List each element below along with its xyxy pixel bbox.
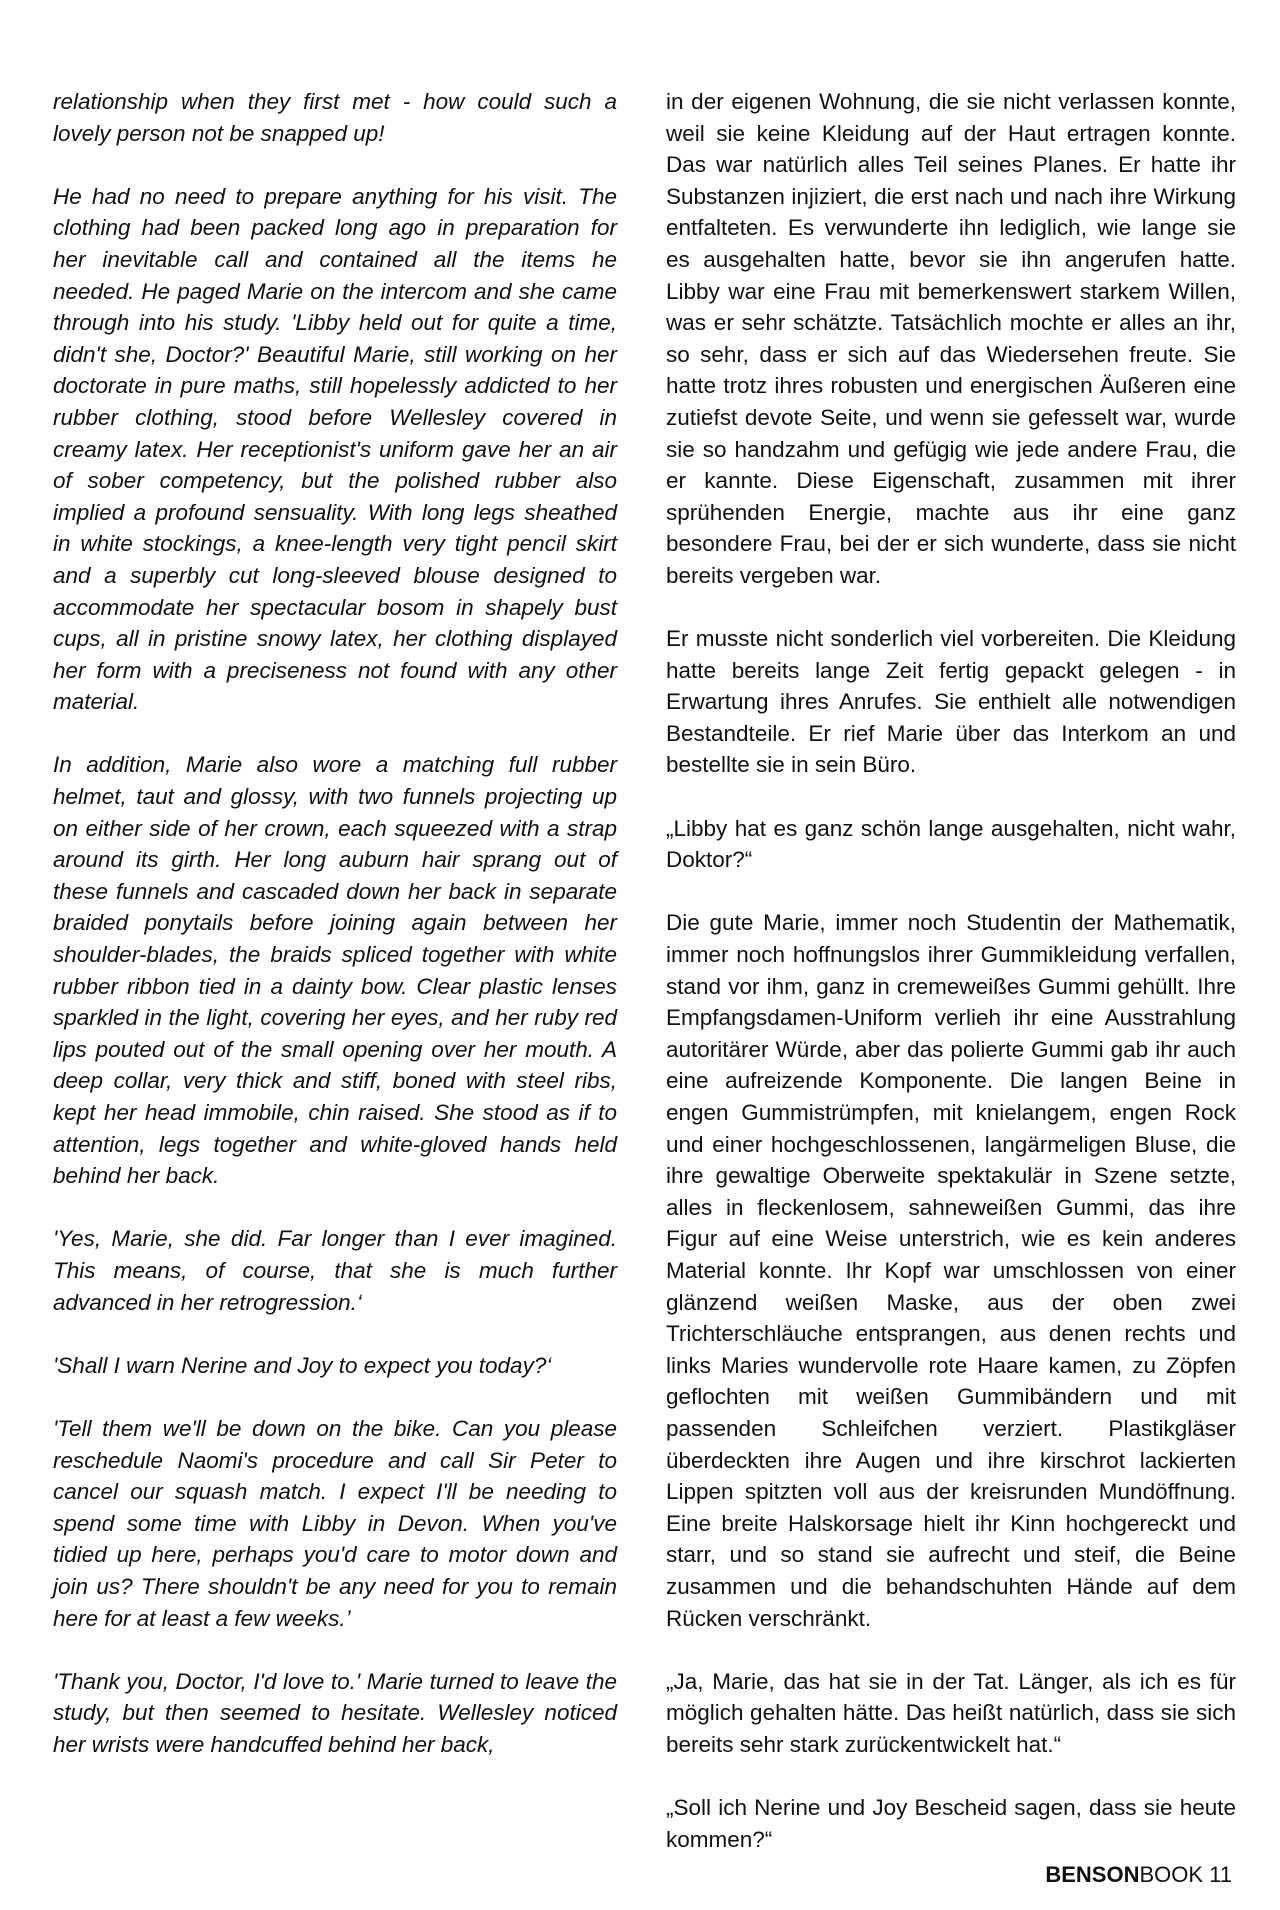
english-column: [53, 86, 617, 1792]
paragraph: 'Yes, Marie, she did. Far longer than I ever imagined. This means, of course, that she is much further advanced in her retrogression.‘: [53, 1226, 617, 1315]
german-column: [666, 86, 1236, 1887]
paragraph: In addition, Marie also wore a matching full rubber helmet, taut and glossy, with two funnels projecting up on either side of her crown, each squeezed with a strap around its girth. Her long auburn hair sprang out of these funnels and cascaded down her back in separate braided ponytails before joining again between her shoulder-blades, the braids spliced together with white rubber ribbon tied in a dainty bow. Clear plastic lenses sparkled in the light, covering her eyes, and her ruby red lips pouted out of the small opening over her mouth. A deep collar, very thick and stiff, boned with steel ribs, kept her head immobile, chin raised. She stood as if to attention, legs together and white-gloved hands held behind her back.: [53, 752, 617, 1189]
paragraph: relationship when they first met - how could such a lovely person not be snapped up!: [53, 89, 617, 146]
brand-name-bold: BENSON: [1045, 1862, 1140, 1887]
paragraph: Er musste nicht sonderlich viel vorbereiten. Die Kleidung hatte bereits lange Zeit fertig gepackt gelegen - in Erwartung ihres Anrufes. Sie enthielt alle notwendigen Bestandteile. Er rief Marie über das Interkom an und bestellte sie in sein Büro.: [666, 626, 1236, 778]
paragraph: „Libby hat es ganz schön lange ausgehalten, nicht wahr, Doktor?“: [666, 815, 1236, 873]
paragraph: 'Thank you, Doctor, I'd love to.' Marie turned to leave the study, but then seemed to hesitate. Wellesley noticed her wrists were handcuffed behind her back,: [53, 1668, 617, 1757]
paragraph: He had no need to prepare anything for his visit. The clothing had been packed long ago in preparation for her inevitable call and contained all the items he needed. He paged Marie on the intercom and she came through into his study. 'Libby held out for quite a time, didn't she, Doctor?' Beautiful Marie, still working on her doctorate in pure maths, still hopelessly addicted to her rubber clothing, stood before Wellesley covered in creamy latex. Her receptionist's uniform gave her an air of sober competency, but the polished rubber also implied a profound sensuality. With long legs sheathed in white stockings, a knee-length very tight pencil skirt and a superbly cut long-sleeved blouse designed to accommodate her spectacular bosom in shapely bust cups, all in pristine snowy latex, her clothing displayed her form with a preciseness not found with any other material.: [53, 183, 617, 715]
paragraph: „Soll ich Nerine und Joy Bescheid sagen, dass sie heute kommen?“: [666, 1795, 1236, 1852]
paragraph: Die gute Marie, immer noch Studentin der Mathematik, immer noch hoffnungslos ihrer Gummikleidung verfallen, stand vor ihm, ganz in cremeweißes Gummi gehüllt. Ihre Empfangsdamen-Uniform verlieh ihr eine Ausstrahlung autoritärer Würde, aber das polierte Gummi gab ihr auch eine aufreizende Komponente. Die langen Beine in engen Gummistrümpfen, mit knielangem, engen Rock und einer hochgeschlossenen, langärmeligen Bluse, die ihre gewaltige Oberweite spektakulär in Szene setzte, alles in fleckenlosem, sahneweißen Gummi, das ihre Figur auf eine Weise unterstrich, wie es kein anderes Material konnte. Ihr Kopf war umschlossen von einer glänzend weißen Maske, aus der oben zwei Trichterschläuche entsprangen, aus denen rechts und links Maries wundervolle rote Haare kamen, zu Zöpfen geflochten mit weißen Gummibändern und mit passenden Schleifchen verziert. Plastikgläser überdeckten ihre Augen und ihre kirschrot lackierten Lippen spitzten voll aus der kreisrunden Mundöffnung. Eine breite Halskorsage hielt ihr Kinn hochgereckt und starr, und so stand sie aufrecht und steif, die Beine zusammen und die behandschuhten Hände auf dem Rücken verschränkt.: [666, 910, 1236, 1631]
page-number: 11: [1209, 1862, 1232, 1887]
brand-name-rest: BOOK: [1139, 1862, 1204, 1887]
paragraph: in der eigenen Wohnung, die sie nicht verlassen konnte, weil sie keine Kleidung auf der Haut ertragen konnte. Das war natürlich alles Teil seines Planes. Er hatte ihr Substanzen injiziert, die erst nach und nach ihre Wirkung entfalteten. Es verwunderte ihn lediglich, wie lange sie es ausgehalten hatte, bevor sie ihn angerufen hatte. Libby war eine Frau mit bemerkenswert starkem Willen, was er sehr schätzte. Tatsächlich mochte er alles an ihr, so sehr, dass er sich auf das Wiedersehen freute. Sie hatte trotz ihres robusten und energischen Äußeren eine zutiefst devote Seite, und wenn sie gefesselt war, wurde sie so handzahm und gefügig wie jede andere Frau, die er kannte. Diese Eigenschaft, zusammen mit ihrer sprühenden Energie, machte aus ihr eine ganz besondere Frau, bei der er sich wunderte, dass sie nicht bereits vergeben war.: [666, 89, 1236, 588]
page-footer: [1045, 1862, 1232, 1888]
paragraph: 'Shall I warn Nerine and Joy to expect you today?‘: [53, 1352, 552, 1378]
paragraph: „Ja, Marie, das hat sie in der Tat. Länger, als ich es für möglich gehalten hätte. Das heißt natürlich, dass sie sich bereits sehr stark zurückentwickelt hat.“: [666, 1668, 1236, 1757]
paragraph: 'Tell them we'll be down on the bike. Can you please reschedule Naomi's procedure and call Sir Peter to cancel our squash match. I expect I'll be needing to spend some time with Libby in Devon. When you've tidied up here, perhaps you'd care to motor down and join us? There shouldn't be any need for you to remain here for at least a few weeks.’: [53, 1415, 617, 1631]
